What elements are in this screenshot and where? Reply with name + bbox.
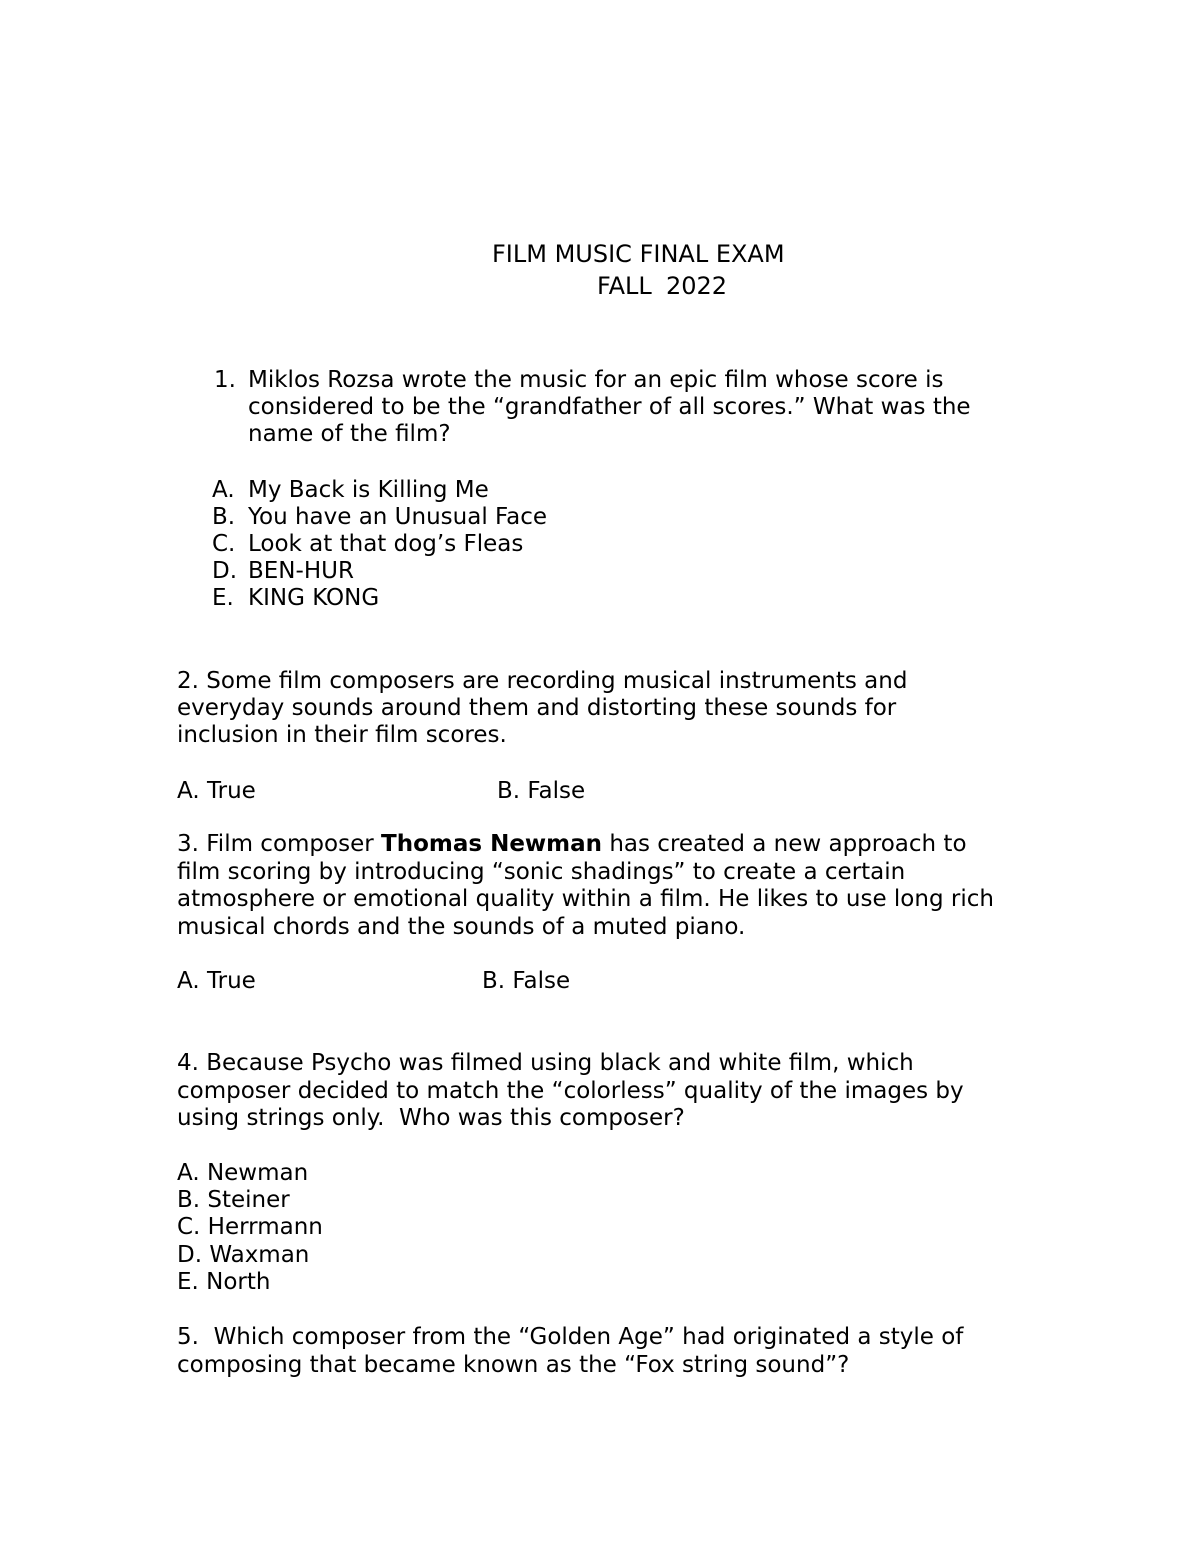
q1-option-d-text: BEN-HUR: [248, 558, 354, 584]
exam-year: 2022: [666, 272, 728, 300]
q4-option-a: A. Newman: [177, 1160, 309, 1186]
q1-option-a-letter: A.: [212, 477, 235, 503]
q3-composer-name: Thomas Newman: [381, 831, 603, 857]
q2-line-3: inclusion in their film scores.: [177, 722, 507, 748]
q1-option-d-letter: D.: [212, 558, 238, 584]
q5-line-2: composing that became known as the “Fox string sound”?: [177, 1352, 850, 1378]
q1-option-c-text: Look at that dog’s Fleas: [248, 531, 524, 557]
q1-option-a-text: My Back is Killing Me: [248, 477, 489, 503]
q1-option-e-letter: E.: [212, 585, 234, 611]
q3-line-3: atmosphere or emotional quality within a film. He likes to use long rich: [177, 886, 994, 912]
q4-option-e: E. North: [177, 1269, 271, 1295]
q4-line-2: composer decided to match the “colorless” quality of the images by: [177, 1078, 964, 1104]
q1-line-3: name of the film?: [248, 421, 451, 447]
q1-number: 1.: [214, 367, 236, 393]
q4-option-b: B. Steiner: [177, 1187, 290, 1213]
q4-line-1: 4. Because Psycho was filmed using black and white film, which: [177, 1050, 914, 1076]
q2-line-2: everyday sounds around them and distorting these sounds for: [177, 695, 897, 721]
q1-option-b-text: You have an Unusual Face: [248, 504, 548, 530]
q1-option-b-letter: B.: [212, 504, 236, 530]
q2-option-b: B. False: [497, 778, 586, 804]
q3-line-1-end: has created a new approach to: [602, 831, 967, 857]
q3-line-2: film scoring by introducing “sonic shadings” to create a certain: [177, 859, 906, 885]
q4-option-c: C. Herrmann: [177, 1214, 323, 1240]
q3-option-a: A. True: [177, 968, 256, 994]
q4-line-3: using strings only. Who was this composer?: [177, 1105, 685, 1131]
q3-line-1-start: 3. Film composer: [177, 831, 382, 857]
exam-term: FALL: [597, 272, 652, 300]
q2-option-a: A. True: [177, 778, 256, 804]
exam-title: FILM MUSIC FINAL EXAM: [492, 240, 785, 268]
q3-option-b: B. False: [482, 968, 571, 994]
q3-line-1: [177, 833, 967, 856]
q4-option-d: D. Waxman: [177, 1242, 310, 1268]
q1-line-1: Miklos Rozsa wrote the music for an epic film whose score is: [248, 367, 944, 393]
q1-line-2: considered to be the “grandfather of all scores.” What was the: [248, 394, 971, 420]
q5-line-1: 5. Which composer from the “Golden Age” had originated a style of: [177, 1324, 964, 1350]
q1-option-c-letter: C.: [212, 531, 236, 557]
q2-line-1: 2. Some film composers are recording musical instruments and: [177, 668, 908, 694]
q1-option-e-text: KING KONG: [248, 585, 380, 611]
q3-line-4: musical chords and the sounds of a muted piano.: [177, 914, 746, 940]
